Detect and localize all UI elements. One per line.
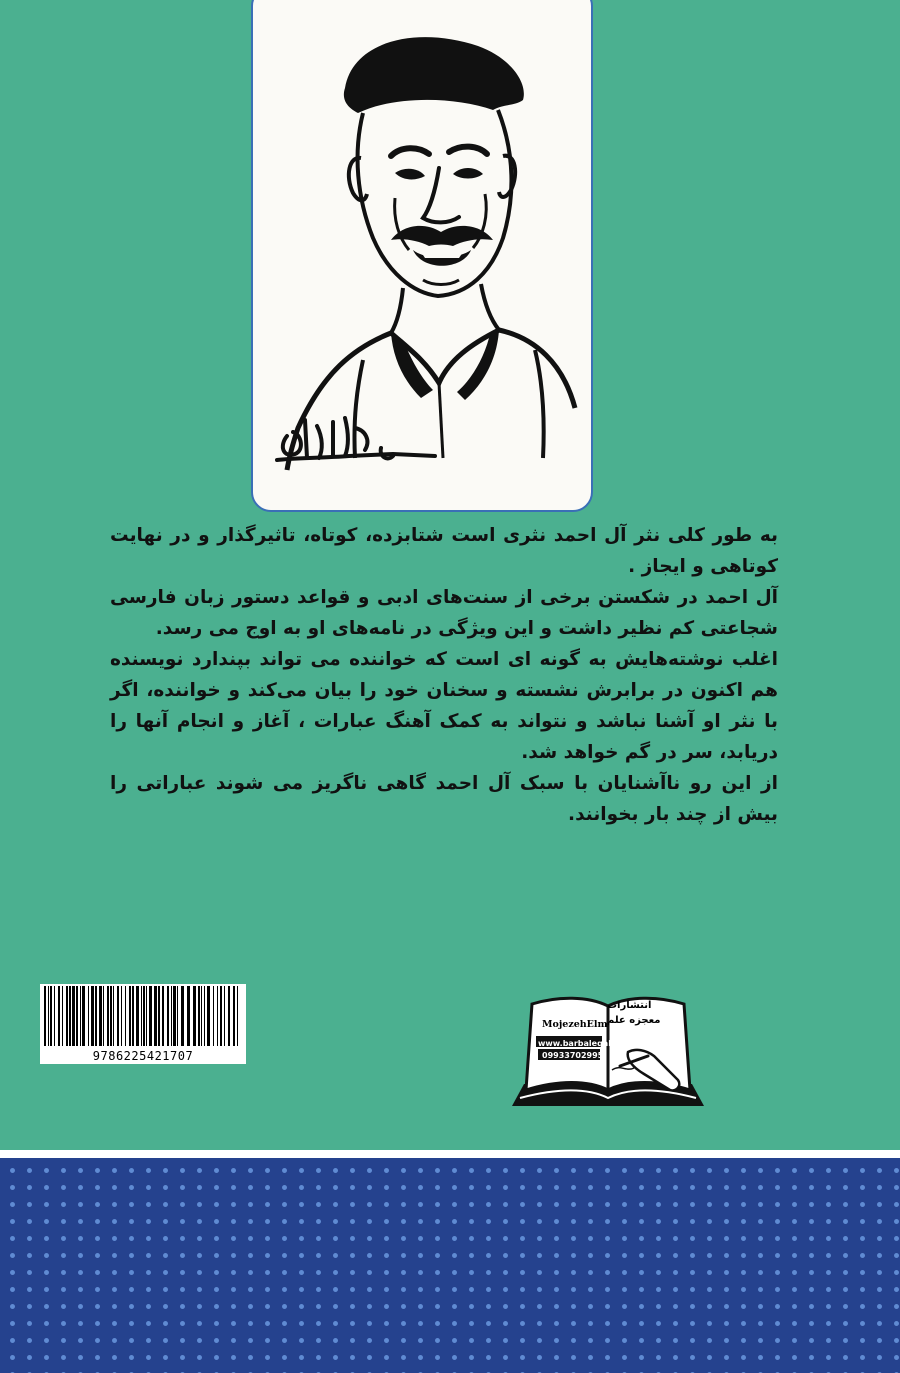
publisher-name: معجزه علم xyxy=(607,1015,661,1026)
isbn-barcode xyxy=(40,984,246,1064)
blurb-paragraph: از این رو ناآشنایان با سبک آل احمد گاهی ناگریز می شوند عباراتی را بیش از چند بار بخوانند. xyxy=(110,773,778,825)
back-cover-blurb xyxy=(110,520,778,830)
open-book-writing-hand-icon xyxy=(508,994,708,1114)
barcode-bars-icon xyxy=(40,984,246,1048)
publisher-phone: 09933702995 xyxy=(542,1051,604,1060)
dotted-pattern-band xyxy=(0,1158,900,1373)
publisher-website: www.barbaleqalam.ir xyxy=(538,1039,635,1048)
publisher-latin-name: MojezehElm xyxy=(542,1019,608,1030)
publisher-logo xyxy=(508,994,708,1114)
blurb-paragraph: اغلب نوشته‌هایش به گونه ای است که خواننده می تواند بپندارد نویسنده هم اکنون در برابرش نشسته و سخنان خود را بیان می‌کند و خواننده، اگر با نثر او آشنا نباشد و نتواند به کمک آهنگ عبارات ، آغاز و انجام آنها را دریابد، سر در گم خواهد شد. xyxy=(110,649,778,763)
blurb-paragraph: به طور کلی نثر آل احمد نثری است شتابزده، کوتاه، تاثیرگذار و در نهایت کوتاهی و ایجاز . xyxy=(110,525,778,577)
publisher-label: انتشارات xyxy=(607,1000,652,1011)
cover-divider xyxy=(0,1150,900,1158)
isbn-number: 9786225421707 xyxy=(92,1049,194,1063)
blurb-paragraph: آل احمد در شکستن برخی از سنت‌های ادبی و قواعد دستور زبان فارسی شجاعتی کم نظیر داشت و این ویژگی در نامه‌های او به اوج می رسد. xyxy=(110,587,778,639)
author-portrait-icon xyxy=(253,0,591,510)
author-portrait-frame xyxy=(251,0,593,512)
